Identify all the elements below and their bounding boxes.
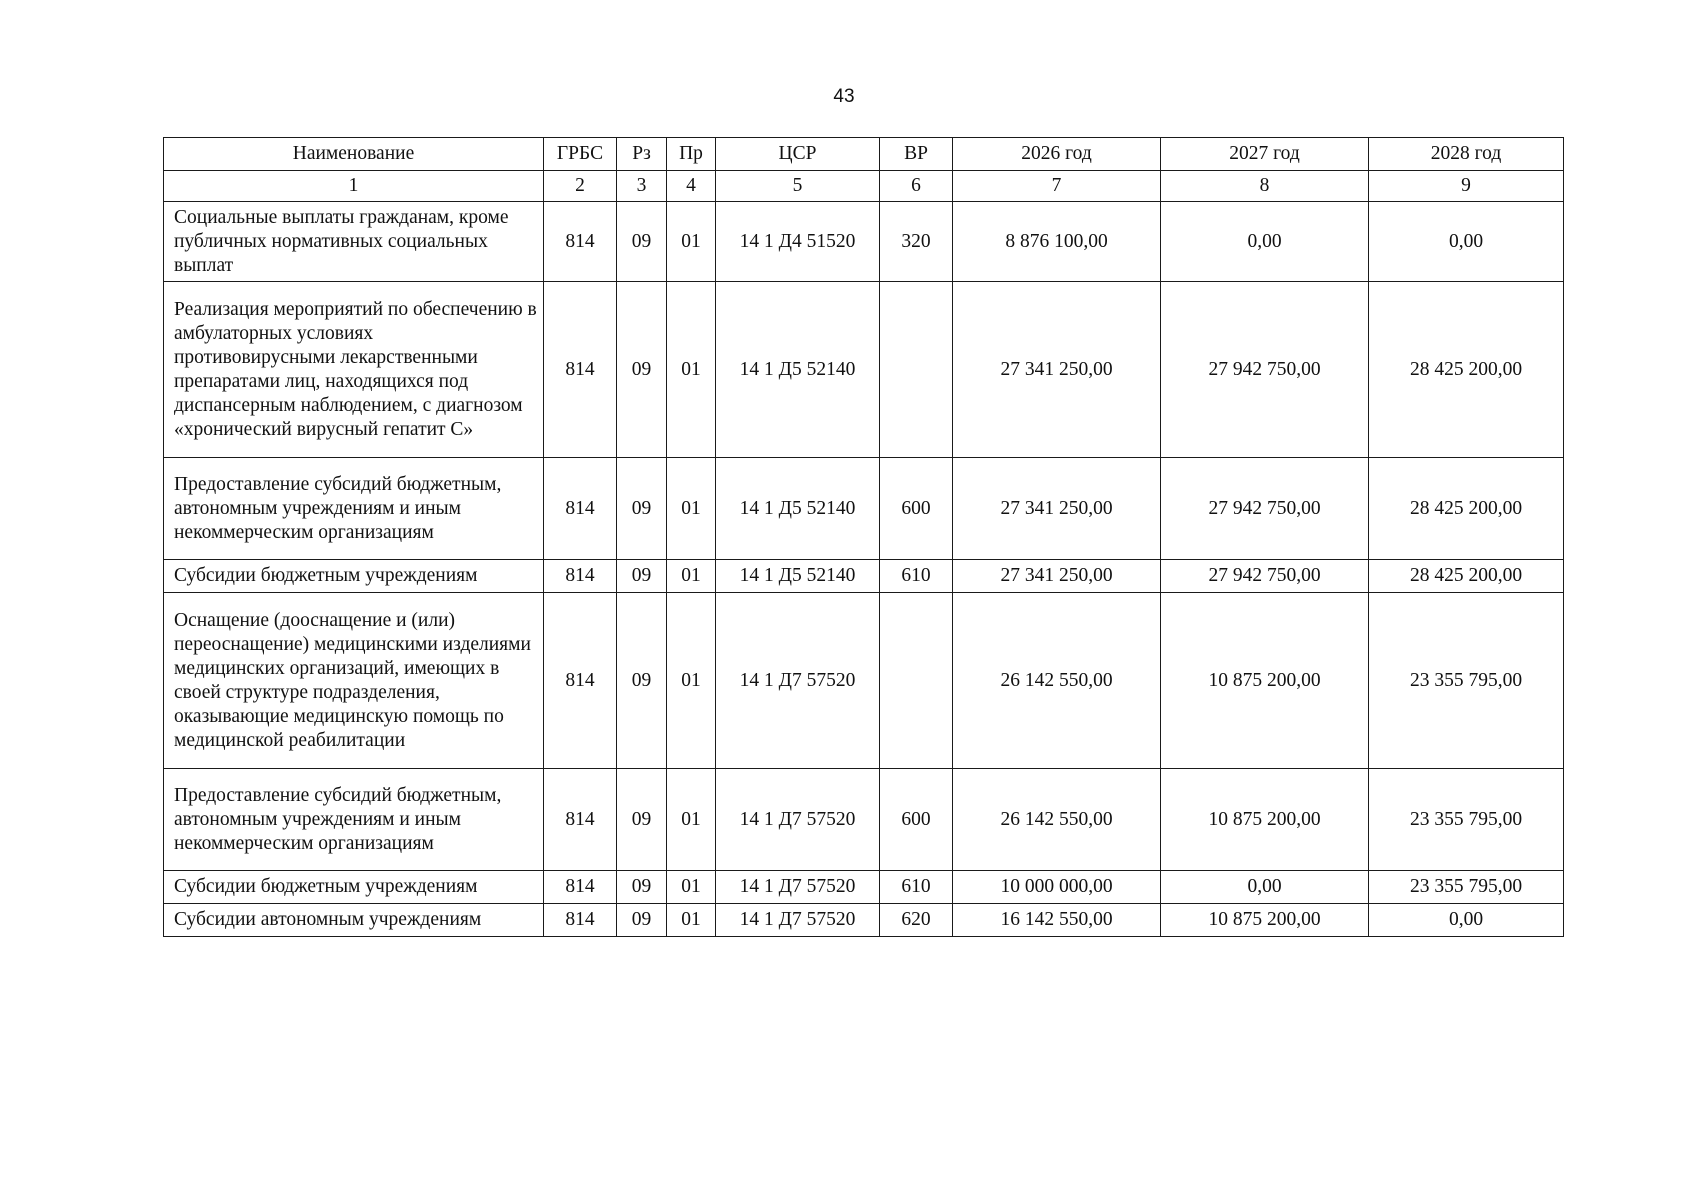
row-2026: 16 142 550,00 xyxy=(953,904,1161,937)
row-rz: 09 xyxy=(617,202,667,282)
row-grbs: 814 xyxy=(544,560,617,593)
row-csr: 14 1 Д5 52140 xyxy=(716,282,880,458)
row-2027: 27 942 750,00 xyxy=(1161,560,1369,593)
row-grbs: 814 xyxy=(544,282,617,458)
column-number: 6 xyxy=(880,171,953,202)
column-number: 5 xyxy=(716,171,880,202)
row-2027: 10 875 200,00 xyxy=(1161,593,1369,769)
column-number: 4 xyxy=(667,171,716,202)
row-vr xyxy=(880,282,953,458)
row-grbs: 814 xyxy=(544,202,617,282)
row-2028: 28 425 200,00 xyxy=(1369,458,1564,560)
column-numbers-row xyxy=(164,171,1564,202)
row-csr: 14 1 Д7 57520 xyxy=(716,769,880,871)
column-number: 7 xyxy=(953,171,1161,202)
row-2026: 27 341 250,00 xyxy=(953,458,1161,560)
row-2026: 27 341 250,00 xyxy=(953,560,1161,593)
table-row xyxy=(164,904,1564,937)
budget-table xyxy=(163,137,1564,937)
header-rz: Рз xyxy=(617,138,667,171)
row-pr: 01 xyxy=(667,202,716,282)
row-rz: 09 xyxy=(617,871,667,904)
header-grbs: ГРБС xyxy=(544,138,617,171)
row-grbs: 814 xyxy=(544,904,617,937)
row-2028: 0,00 xyxy=(1369,904,1564,937)
row-2027: 0,00 xyxy=(1161,202,1369,282)
row-2026: 10 000 000,00 xyxy=(953,871,1161,904)
table-row xyxy=(164,871,1564,904)
column-number: 1 xyxy=(164,171,544,202)
header-row xyxy=(164,138,1564,171)
row-2028: 28 425 200,00 xyxy=(1369,282,1564,458)
row-pr: 01 xyxy=(667,458,716,560)
column-number: 9 xyxy=(1369,171,1564,202)
header-name: Наименование xyxy=(164,138,544,171)
row-vr: 610 xyxy=(880,871,953,904)
row-csr: 14 1 Д4 51520 xyxy=(716,202,880,282)
row-pr: 01 xyxy=(667,593,716,769)
column-number: 3 xyxy=(617,171,667,202)
row-csr: 14 1 Д5 52140 xyxy=(716,560,880,593)
row-rz: 09 xyxy=(617,904,667,937)
row-grbs: 814 xyxy=(544,458,617,560)
row-csr: 14 1 Д7 57520 xyxy=(716,871,880,904)
page-number: 43 xyxy=(833,86,855,107)
row-vr: 620 xyxy=(880,904,953,937)
header-2028: 2028 год xyxy=(1369,138,1564,171)
row-2027: 27 942 750,00 xyxy=(1161,282,1369,458)
row-name: Субсидии бюджетным учреждениям xyxy=(164,871,544,904)
row-rz: 09 xyxy=(617,560,667,593)
row-name: Предоставление субсидий бюджетным, автономным учреждениям и иным некоммерческим организациям xyxy=(164,769,544,871)
row-2026: 26 142 550,00 xyxy=(953,593,1161,769)
row-name: Предоставление субсидий бюджетным, автономным учреждениям и иным некоммерческим организациям xyxy=(164,458,544,560)
row-vr: 610 xyxy=(880,560,953,593)
column-number: 8 xyxy=(1161,171,1369,202)
row-grbs: 814 xyxy=(544,871,617,904)
row-2026: 8 876 100,00 xyxy=(953,202,1161,282)
row-2028: 23 355 795,00 xyxy=(1369,593,1564,769)
row-2028: 23 355 795,00 xyxy=(1369,769,1564,871)
table-row xyxy=(164,458,1564,560)
row-2026: 26 142 550,00 xyxy=(953,769,1161,871)
row-vr xyxy=(880,593,953,769)
row-rz: 09 xyxy=(617,769,667,871)
row-name: Субсидии бюджетным учреждениям xyxy=(164,560,544,593)
row-pr: 01 xyxy=(667,560,716,593)
row-grbs: 814 xyxy=(544,769,617,871)
row-2027: 0,00 xyxy=(1161,871,1369,904)
row-name: Реализация мероприятий по обеспечению в амбулаторных условиях противовирусными лекарственными препаратами лиц, находящихся под диспансерным наблюдением, с диагнозом «хронический вирусный гепатит С» xyxy=(164,282,544,458)
row-vr: 600 xyxy=(880,769,953,871)
row-grbs: 814 xyxy=(544,593,617,769)
table-row xyxy=(164,593,1564,769)
row-pr: 01 xyxy=(667,904,716,937)
row-2028: 23 355 795,00 xyxy=(1369,871,1564,904)
row-vr: 320 xyxy=(880,202,953,282)
header-2026: 2026 год xyxy=(953,138,1161,171)
table-row xyxy=(164,282,1564,458)
row-2027: 10 875 200,00 xyxy=(1161,769,1369,871)
header-2027: 2027 год xyxy=(1161,138,1369,171)
row-rz: 09 xyxy=(617,458,667,560)
header-vr: ВР xyxy=(880,138,953,171)
row-rz: 09 xyxy=(617,282,667,458)
row-2027: 10 875 200,00 xyxy=(1161,904,1369,937)
table-row xyxy=(164,560,1564,593)
table-row xyxy=(164,769,1564,871)
row-2027: 27 942 750,00 xyxy=(1161,458,1369,560)
table-row xyxy=(164,202,1564,282)
row-name: Субсидии автономным учреждениям xyxy=(164,904,544,937)
row-csr: 14 1 Д7 57520 xyxy=(716,904,880,937)
column-number: 2 xyxy=(544,171,617,202)
row-2026: 27 341 250,00 xyxy=(953,282,1161,458)
row-vr: 600 xyxy=(880,458,953,560)
row-rz: 09 xyxy=(617,593,667,769)
header-pr: Пр xyxy=(667,138,716,171)
header-csr: ЦСР xyxy=(716,138,880,171)
row-name: Социальные выплаты гражданам, кроме публичных нормативных социальных выплат xyxy=(164,202,544,282)
row-name: Оснащение (дооснащение и (или) переоснащение) медицинскими изделиями медицинских организаций, имеющих в своей структуре подразделения, оказывающие медицинскую помощь по медицинской реабилитации xyxy=(164,593,544,769)
row-2028: 28 425 200,00 xyxy=(1369,560,1564,593)
row-csr: 14 1 Д5 52140 xyxy=(716,458,880,560)
row-pr: 01 xyxy=(667,282,716,458)
row-csr: 14 1 Д7 57520 xyxy=(716,593,880,769)
row-2028: 0,00 xyxy=(1369,202,1564,282)
row-pr: 01 xyxy=(667,769,716,871)
row-pr: 01 xyxy=(667,871,716,904)
